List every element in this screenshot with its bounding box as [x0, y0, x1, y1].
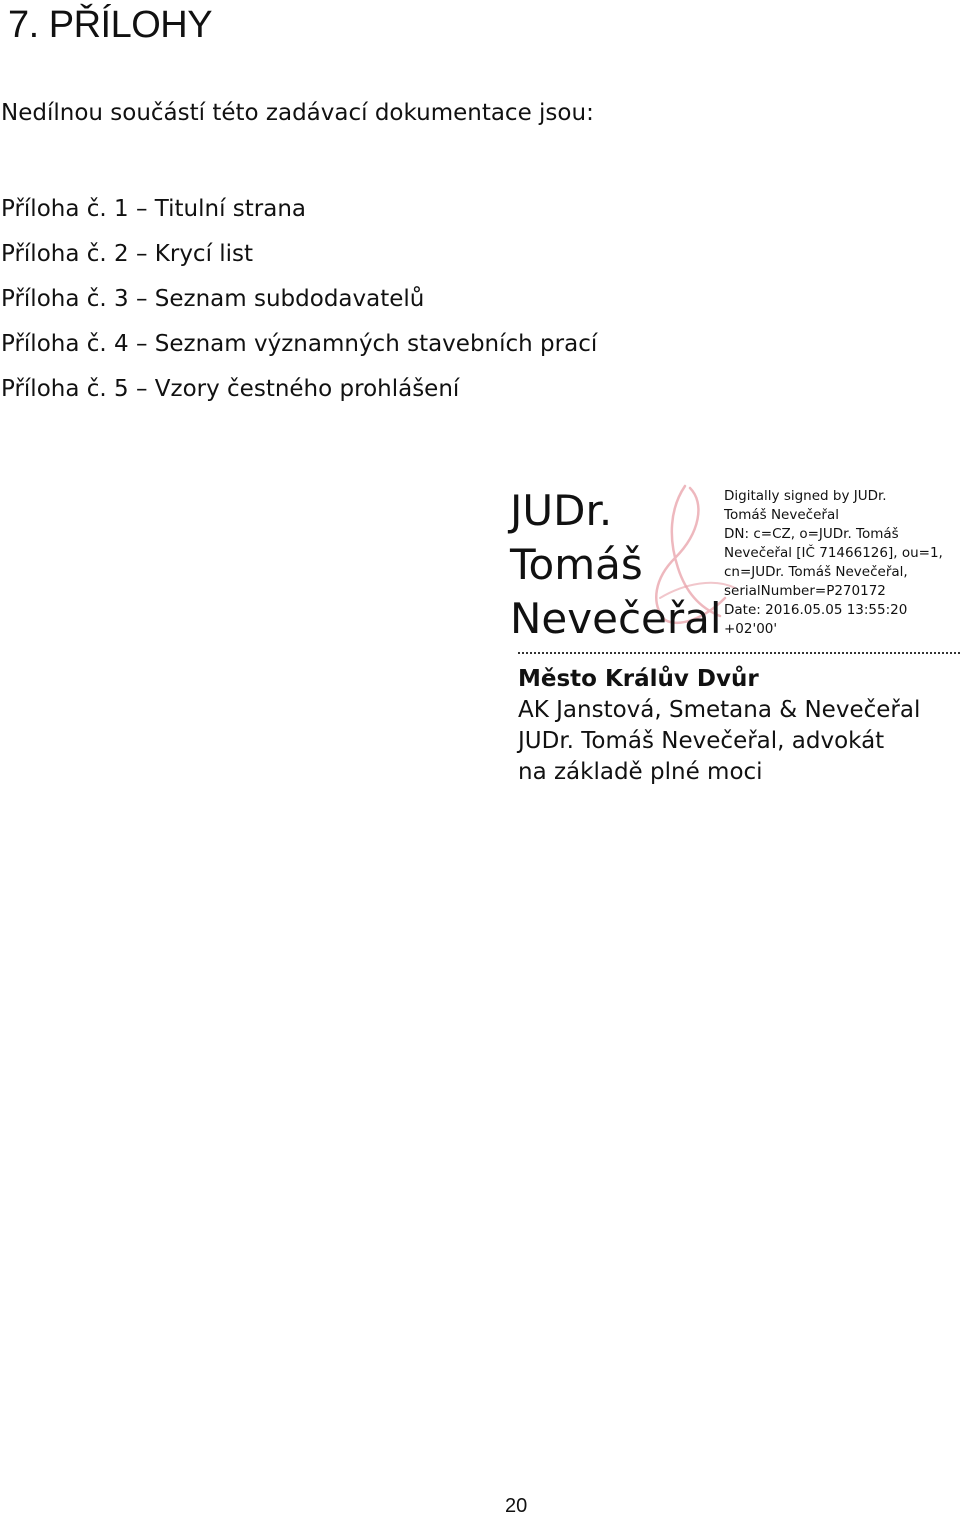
- signature-detail-line: serialNumber=P270172: [724, 583, 886, 599]
- signature-detail-line: +02'00': [724, 621, 778, 637]
- annex-list: [1, 187, 597, 412]
- signature-detail-line: Date: 2016.05.05 13:55:20: [724, 602, 908, 618]
- intro-text: Nedílnou součástí této zadávací dokumentace jsou:: [1, 100, 594, 126]
- signatory-basis: na základě plné moci: [518, 759, 763, 785]
- signature-detail-line: DN: c=CZ, o=JUDr. Tomáš: [724, 526, 899, 542]
- signer-name: [510, 484, 722, 646]
- signer-name-line: JUDr.: [510, 486, 613, 535]
- signature-details: [724, 487, 943, 639]
- annex-item: Příloha č. 1 – Titulní strana: [1, 196, 306, 222]
- annex-item: Příloha č. 4 – Seznam významných stavebních prací: [1, 331, 598, 357]
- signature-line: [518, 642, 960, 654]
- annex-item: Příloha č. 5 – Vzory čestného prohlášení: [1, 376, 460, 402]
- signature-detail-line: Nevečeřal [IČ 71466126], ou=1,: [724, 545, 943, 561]
- digital-signature[interactable]: [510, 478, 960, 648]
- annex-item: Příloha č. 2 – Krycí list: [1, 241, 254, 267]
- signature-detail-line: cn=JUDr. Tomáš Nevečeřal,: [724, 564, 908, 580]
- signatory-organization: Město Králův Dvůr: [518, 666, 759, 692]
- signature-detail-line: Digitally signed by JUDr.: [724, 488, 887, 504]
- signer-name-line: Tomáš: [510, 540, 643, 589]
- signature-detail-line: Tomáš Nevečeřal: [724, 507, 839, 523]
- signatory-person: JUDr. Tomáš Nevečeřal, advokát: [518, 728, 885, 754]
- signatory-block: [518, 664, 920, 788]
- page-title: 7. PŘÍLOHY: [8, 4, 213, 46]
- page-number: 20: [505, 1495, 528, 1517]
- annex-item: Příloha č. 3 – Seznam subdodavatelů: [1, 286, 425, 312]
- signatory-firm: AK Janstová, Smetana & Nevečeřal: [518, 697, 921, 723]
- signer-name-line: Nevečeřal: [510, 594, 722, 643]
